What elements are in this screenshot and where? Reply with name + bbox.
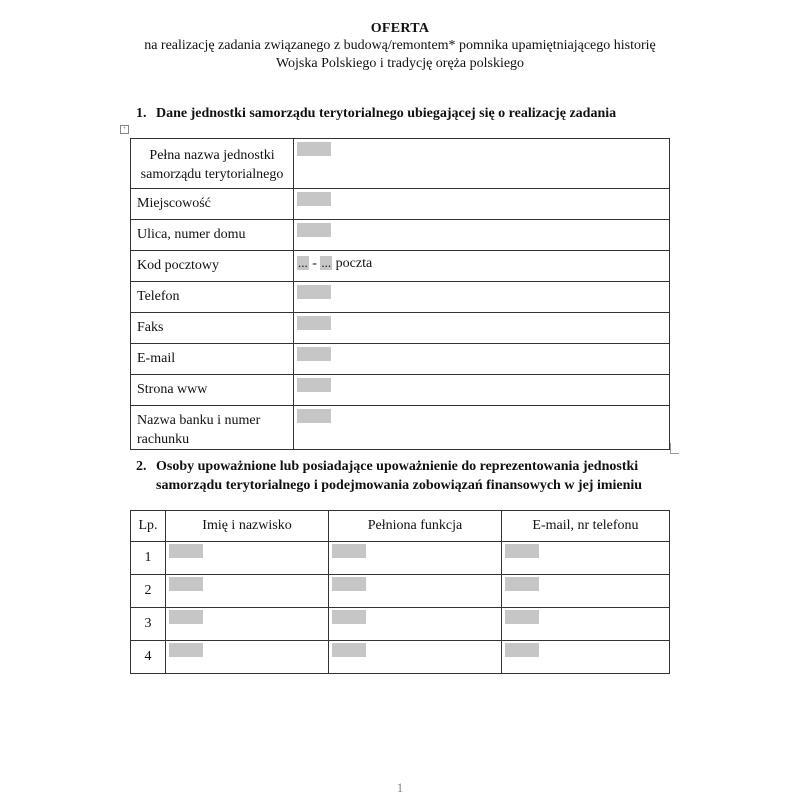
form-field-placeholder[interactable] [297,409,331,423]
postal-code-part1[interactable]: ... [298,255,308,270]
contact-cell[interactable] [502,542,670,575]
fax-field[interactable] [294,313,670,344]
city-label: Miejscowość [131,189,294,220]
row-number: 1 [131,542,166,575]
contact-cell[interactable] [502,641,670,674]
form-field-placeholder[interactable] [505,577,539,591]
street-label: Ulica, numer domu [131,220,294,251]
table-header-row [131,511,670,542]
name-cell[interactable] [166,542,329,575]
postal-code-value [297,256,372,271]
website-label: Strona www [131,375,294,406]
form-field-placeholder[interactable] [169,577,203,591]
table-row [131,575,670,608]
page-number: 1 [396,780,404,795]
table-row [131,406,670,450]
table-row [131,375,670,406]
name-cell[interactable] [166,641,329,674]
contact-cell[interactable] [502,608,670,641]
full-name-field[interactable] [294,139,670,189]
table-row [131,344,670,375]
table-row [131,313,670,344]
postal-code-separator: - [308,256,321,271]
postal-code-field[interactable] [294,251,670,282]
table-row [131,139,670,189]
table-row [131,608,670,641]
form-field-placeholder[interactable] [332,544,366,558]
column-header-contact: E-mail, nr telefonu [502,511,670,542]
table-row [131,641,670,674]
table-row [131,251,670,282]
row-number: 2 [131,575,166,608]
form-field-placeholder[interactable] [332,577,366,591]
form-field-placeholder[interactable] [297,192,331,206]
document-header [0,20,800,73]
form-field-placeholder[interactable] [169,610,203,624]
table-row [131,282,670,313]
applicant-data-table [130,138,670,450]
form-field-placeholder[interactable] [297,223,331,237]
form-field-placeholder[interactable] [297,347,331,361]
column-header-function: Pełniona funkcja [329,511,502,542]
table-move-handle-icon[interactable]: + [120,125,129,134]
representatives-table [130,510,670,674]
table-row [131,189,670,220]
section2-heading-line2: samorządu terytorialnego i podejmowania zobowiązań finansowych w jej imieniu [156,478,643,493]
bank-account-label: Nazwa banku i numer rachunku [131,406,294,450]
form-field-placeholder[interactable] [505,643,539,657]
phone-field[interactable] [294,282,670,313]
phone-label: Telefon [131,282,294,313]
function-cell[interactable] [329,641,502,674]
form-field-placeholder[interactable] [297,142,331,156]
bank-account-field[interactable] [294,406,670,450]
name-cell[interactable] [166,608,329,641]
function-cell[interactable] [329,608,502,641]
form-field-placeholder[interactable] [505,544,539,558]
section1-heading-text: Dane jednostki samorządu terytorialnego ubiegającej się o realizację zadania [156,106,617,121]
section2-number: 2. [136,459,147,474]
table-resize-handle-icon[interactable] [670,443,679,454]
email-field[interactable] [294,344,670,375]
form-field-placeholder[interactable] [169,544,203,558]
contact-cell[interactable] [502,575,670,608]
section2-heading-line1: Osoby upoważnione lub posiadające upoważnienie do reprezentowania jednostki [156,459,639,474]
column-header-name: Imię i nazwisko [166,511,329,542]
form-field-placeholder[interactable] [169,643,203,657]
postal-code-part2[interactable]: ... [321,255,332,270]
city-field[interactable] [294,189,670,220]
document-subtitle-line1: na realizację zadania związanego z budową/remontem* pomnika upamiętniającego historię [144,38,656,53]
table-row [131,220,670,251]
form-field-placeholder[interactable] [505,610,539,624]
table-row [131,542,670,575]
function-cell[interactable] [329,542,502,575]
row-number: 4 [131,641,166,674]
postal-code-label: Kod pocztowy [131,251,294,282]
form-field-placeholder[interactable] [332,610,366,624]
postal-code-suffix: poczta [332,256,373,271]
website-field[interactable] [294,375,670,406]
form-field-placeholder[interactable] [297,316,331,330]
section2-heading [136,457,656,495]
section1-number: 1. [136,106,147,121]
column-header-lp: Lp. [131,511,166,542]
document-title: OFERTA [370,21,430,36]
section1-heading [136,104,616,123]
full-name-label: Pełna nazwa jednostki samorządu terytorialnego [131,139,294,189]
document-subtitle-line2: Wojska Polskiego i tradycję oręża polskiego [275,56,525,71]
form-field-placeholder[interactable] [297,378,331,392]
function-cell[interactable] [329,575,502,608]
fax-label: Faks [131,313,294,344]
email-label: E-mail [131,344,294,375]
street-field[interactable] [294,220,670,251]
name-cell[interactable] [166,575,329,608]
row-number: 3 [131,608,166,641]
form-field-placeholder[interactable] [297,285,331,299]
form-field-placeholder[interactable] [332,643,366,657]
